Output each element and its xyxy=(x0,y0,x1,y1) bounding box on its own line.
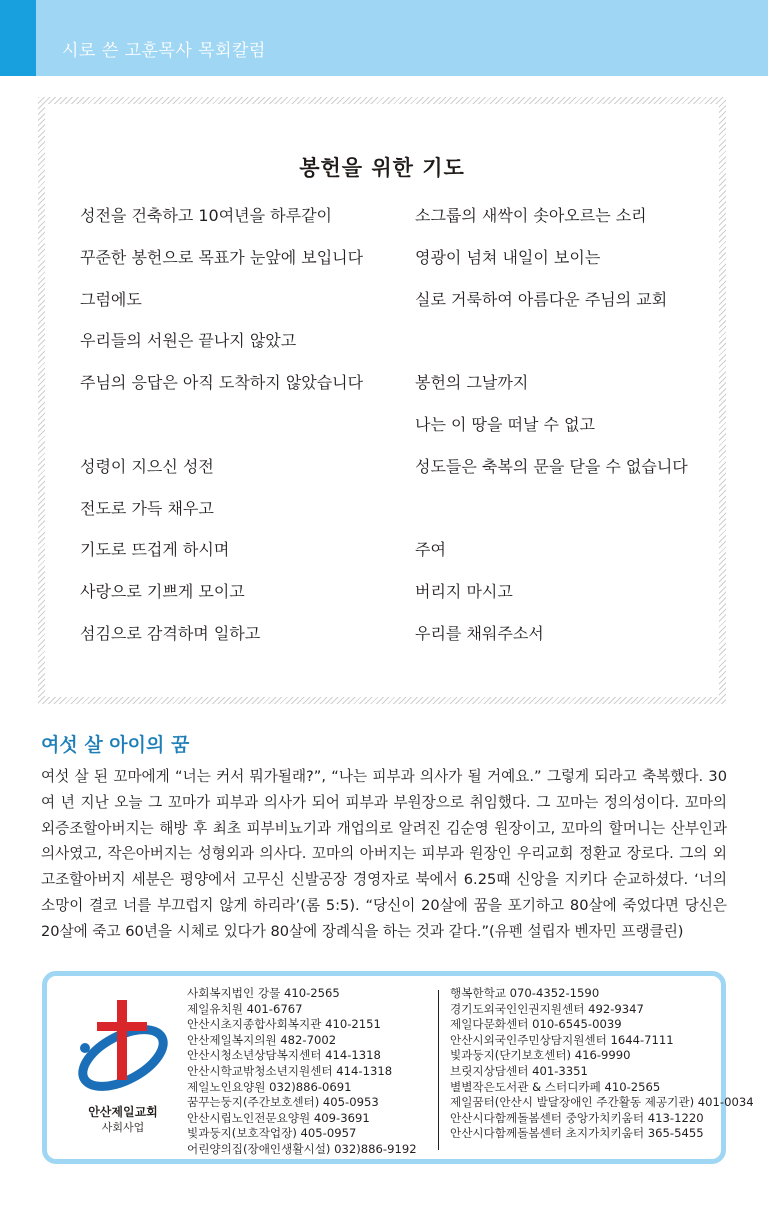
poem-left-column xyxy=(80,206,363,666)
poem-line: 주님의 응답은 아직 도착하지 않았습니다 xyxy=(80,373,364,393)
column-header-band xyxy=(0,0,768,76)
directory-item: 안산시초지종합사회복지관 410-2151 xyxy=(187,1017,381,1032)
directory-item: 어린양의집(장애인생활시설) 032)886-9192 xyxy=(187,1141,417,1156)
poem-line: 성령이 지으신 성전 xyxy=(80,456,214,476)
poem-line: 봉헌의 그날까지 xyxy=(415,373,529,393)
directory-item: 제일유치원 401-6767 xyxy=(187,1001,303,1016)
poem-line: 전도로 가득 채우고 xyxy=(80,498,214,518)
poem-line: 성전을 건축하고 10여년을 하루같이 xyxy=(80,206,333,225)
poem-title: 봉헌을 위한 기도 xyxy=(299,156,465,180)
poem-line: 꾸준한 봉헌으로 목표가 눈앞에 보입니다 xyxy=(80,247,364,267)
directory-item: 꿈꾸는둥지(주간보호센터) 405-0953 xyxy=(187,1095,379,1110)
directory-item: 안산시청소년상담복지센터 414-1318 xyxy=(187,1048,381,1063)
social-services-directory xyxy=(42,971,754,1164)
poem-line: 성도들은 축복의 문을 닫을 수 없습니다 xyxy=(415,456,688,476)
poem-line: 소그룹의 새싹이 솟아오르는 소리 xyxy=(415,206,647,225)
directory-item: 안산시외국인주민상담지원센터 1644-7111 xyxy=(450,1032,674,1047)
poem-right-column xyxy=(415,206,688,666)
header-accent-bar xyxy=(0,0,36,76)
essay-title: 여섯 살 아이의 꿈 xyxy=(41,734,190,756)
directory-item: 제일노인요양원 032)886-0691 xyxy=(187,1079,352,1094)
directory-item: 사회복지법인 강물 410-2565 xyxy=(187,986,340,1000)
directory-item: 안산시립노인전문요양원 409-3691 xyxy=(187,1110,370,1125)
church-logo-icon xyxy=(71,996,175,1096)
directory-item: 제일꿈터(안산시 발달장애인 주간활동 제공기관) 401-0034 xyxy=(450,1095,754,1110)
directory-column-2 xyxy=(450,986,754,1142)
directory-item: 빛과둥지(보호작업장) 405-0957 xyxy=(187,1126,357,1141)
directory-item: 행복한학교 070-4352-1590 xyxy=(450,986,600,1000)
poem-line: 기도로 뜨겁게 하시며 xyxy=(80,540,230,560)
directory-item: 안산시다함께돌봄센터 초지가치키움터 365-5455 xyxy=(450,1126,704,1141)
poem-line: 그럼에도 xyxy=(80,289,142,309)
directory-column-1 xyxy=(187,986,417,1158)
directory-item: 경기도외국인인권지원센터 492-9347 xyxy=(450,1001,644,1016)
directory-item: 안산제일복지의원 482-7002 xyxy=(187,1032,337,1047)
poem-line: 섬김으로 감격하며 일하고 xyxy=(80,623,261,643)
poem-line: 사랑으로 기쁘게 모이고 xyxy=(80,582,245,602)
poem-frame xyxy=(38,97,726,704)
directory-item: 안산시다함께돌봄센터 중앙가치키움터 413-1220 xyxy=(450,1110,704,1125)
church-social-services-label: 사회사업 xyxy=(101,1121,145,1134)
poem-line: 버리지 마시고 xyxy=(415,582,513,602)
poem-line xyxy=(415,331,688,373)
directory-item: 브릿지상담센터 401-3351 xyxy=(450,1063,588,1078)
poem-line: 우리를 채워주소서 xyxy=(415,623,544,643)
directory-divider xyxy=(438,990,439,1150)
poem-line: 실로 거룩하여 아름다운 주님의 교회 xyxy=(415,289,668,309)
directory-item: 별별작은도서관 & 스터디카페 410-2565 xyxy=(450,1079,661,1094)
poem-line: 나는 이 땅을 떠날 수 없고 xyxy=(415,414,595,434)
poem-line: 우리들의 서원은 끝나지 않았고 xyxy=(80,331,297,351)
directory-item: 제일다문화센터 010-6545-0039 xyxy=(450,1017,622,1032)
essay-body: 여섯 살 된 꼬마에게 “너는 커서 뭐가될래?”, “나는 피부과 의사가 될 거예요.” 그렇게 되라고 축복했다. 30여 년 지난 오늘 그 꼬마가 피부과 의사가 되어 피부과 부원장으로 취임했다. 그 꼬마는 정의성이다. 꼬마의 외증조할아버지는 해방 후 최초 피부비뇨기과 개업의로 알려진 김순영 원장이고, 꼬마의 할머니는 산부인과 의사였고, 작은아버지는 성형외과 의사다. 꼬마의 아버지는 피부과 원장인 우리교회 정환교 장로다. 그의 외고조할아버지 세분은 평양에서 고무신 신발공장 경영자로 북에서 6.25때 신앙을 지키다 순교하셨다. ‘너의 소망이 결코 너를 부끄럽지 않게 하리라’(롬 5:5). “당신이 20살에 꿈을 포기하고 80살에 죽었다면 당신은 20살에 죽고 60년을 시체로 있다가 80살에 장례식을 하는 것과 같다.”(유펜 설립자 벤자민 프랭클린) xyxy=(41,768,727,940)
poem-line: 주여 xyxy=(415,540,446,560)
column-series-title: 시로 쓴 고훈목사 목회칼럼 xyxy=(62,41,266,61)
poem-line: 영광이 넘쳐 내일이 보이는 xyxy=(415,247,601,267)
directory-item: 빛과둥지(단기보호센터) 416-9990 xyxy=(450,1048,631,1063)
directory-item: 안산시학교밖청소년지원센터 414-1318 xyxy=(187,1063,393,1078)
church-name: 안산제일교회 xyxy=(88,1105,158,1119)
poem-line xyxy=(80,415,363,457)
poem-box xyxy=(45,104,719,697)
poem-line xyxy=(415,499,688,541)
